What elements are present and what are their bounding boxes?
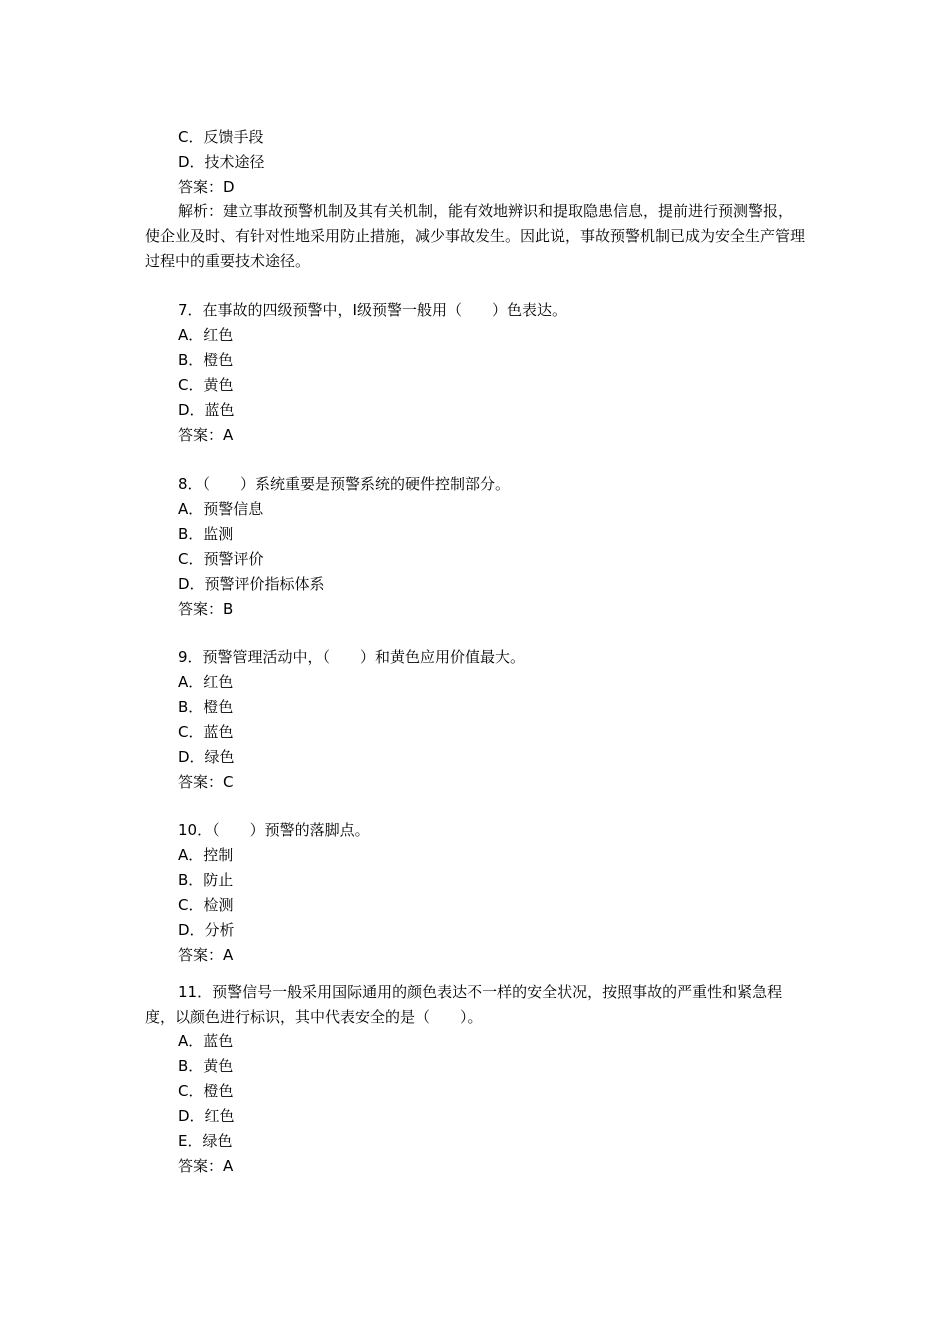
question-9-option-d: D．绿色 (178, 748, 235, 766)
question-11-option-e: E．绿色 (178, 1132, 233, 1150)
question-7-stem: 7．在事故的四级预警中，Ⅰ级预警一般用（ ）色表达。 (178, 301, 567, 319)
question-10-option-d: D．分析 (178, 921, 235, 939)
question-9-option-a: A．红色 (178, 673, 234, 691)
question-10-option-c: C．检测 (178, 896, 234, 914)
question-11-option-d: D．红色 (178, 1107, 235, 1125)
question-11-stem: 11．预警信号一般采用国际通用的颜色表达不一样的安全状况，按照事故的严重性和紧急程度，以颜色进行标识，其中代表安全的是（ ）。 (145, 983, 783, 1026)
question-10-option-a: A．控制 (178, 846, 234, 864)
question-8-option-b: B．监测 (178, 525, 234, 543)
prev-analysis: 解析：建立事故预警机制及其有关机制，能有效地辨识和提取隐患信息，提前进行预测警报，使企业及时、有针对性地采用防止措施，减少事故发生。因此说，事故预警机制已成为安全生产管理过程中的重要技术途径。 (145, 202, 806, 270)
question-8-option-a: A．预警信息 (178, 500, 264, 518)
prev-option-c: C．反馈手段 (178, 128, 264, 146)
question-7-option-b: B．橙色 (178, 351, 234, 369)
question-10-stem: 10．（ ）预警的落脚点。 (178, 821, 370, 839)
question-9-answer: 答案：C (178, 773, 234, 791)
question-11-option-b: B．黄色 (178, 1057, 234, 1075)
question-10-answer: 答案：A (178, 946, 234, 964)
prev-option-d: D．技术途径 (178, 153, 265, 171)
question-7-option-a: A．红色 (178, 326, 234, 344)
question-11-option-c: C．橙色 (178, 1082, 234, 1100)
question-7-option-d: D．蓝色 (178, 401, 235, 419)
question-9-option-c: C．蓝色 (178, 723, 234, 741)
prev-answer: 答案：D (178, 178, 235, 196)
question-8-option-d: D．预警评价指标体系 (178, 575, 325, 593)
question-11-option-a: A．蓝色 (178, 1032, 234, 1050)
question-8-stem: 8．（ ）系统重要是预警系统的硬件控制部分。 (178, 475, 511, 493)
question-9-option-b: B．橙色 (178, 698, 234, 716)
question-7-option-c: C．黄色 (178, 376, 234, 394)
question-9-stem: 9．预警管理活动中，（ ）和黄色应用价值最大。 (178, 648, 526, 666)
question-7-answer: 答案：A (178, 426, 234, 444)
question-11-answer: 答案：A (178, 1157, 234, 1175)
question-8-answer: 答案：B (178, 600, 234, 618)
question-10-option-b: B．防止 (178, 871, 234, 889)
question-8-option-c: C．预警评价 (178, 550, 264, 568)
